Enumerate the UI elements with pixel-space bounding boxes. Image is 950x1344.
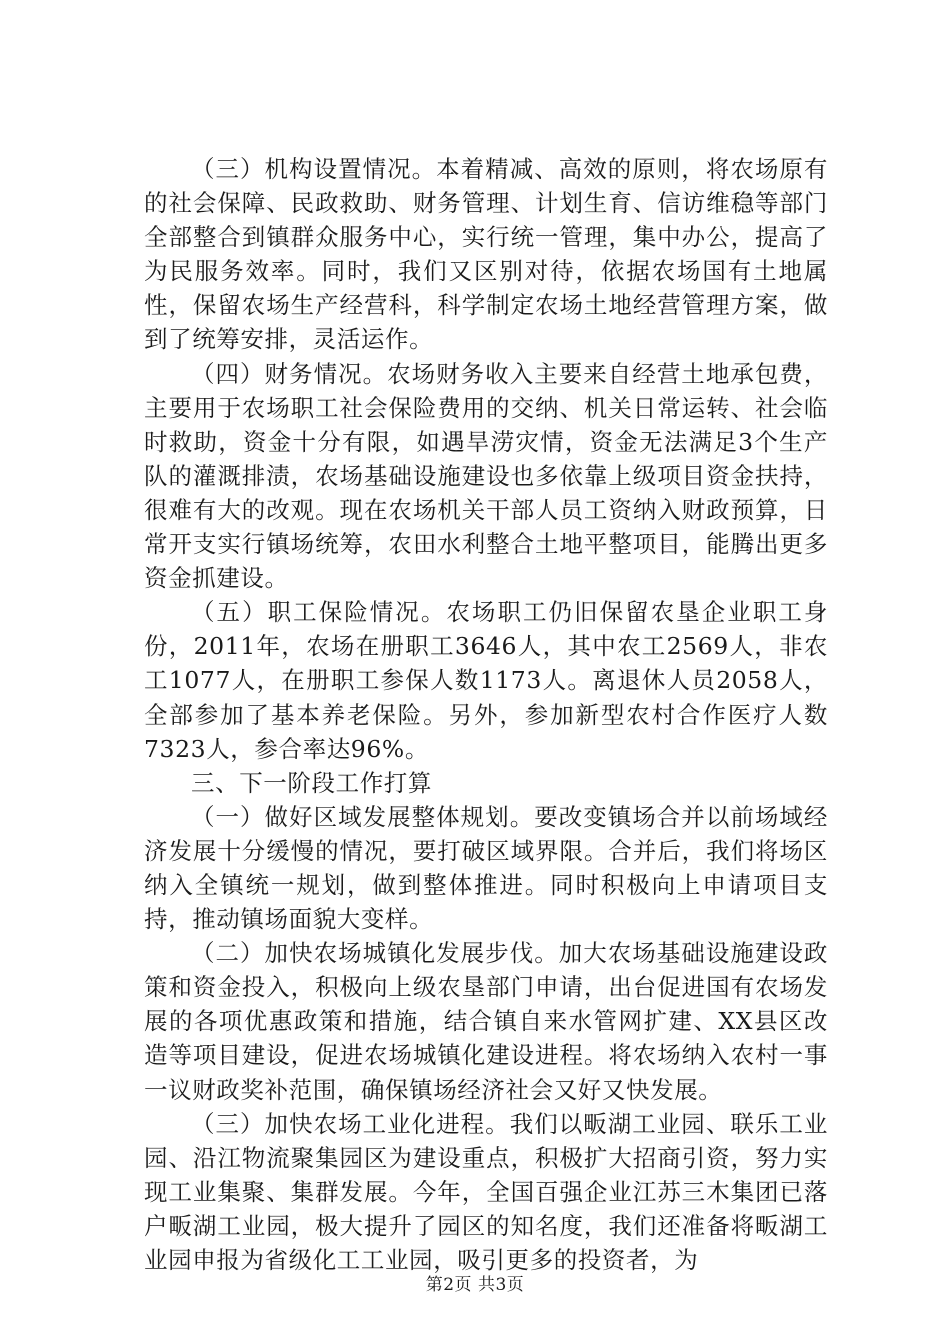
paragraph-urbanization: （二）加快农场城镇化发展步伐。加大农场基础设施建设政策和资金投入，积极向上级农垦部门申请，出台促进国有农场发展的各项优惠政策和措施，结合镇自来水管网扩建、XX县区改造等项目建设，促进农场城镇化建设进程。将农场纳入农村一事一议财政奖补范围，确保镇场经济社会又好又快发展。 xyxy=(144,939,828,1104)
document-body xyxy=(144,152,828,1277)
paragraph-finance: （四）财务情况。农场财务收入主要来自经营土地承包费，主要用于农场职工社会保险费用的交纳、机关日常运转、社会临时救助，资金十分有限，如遇旱涝灾情，资金无法满足3个生产队的灌溉排渍，农场基础设施建设也多依靠上级项目资金扶持，很难有大的改观。现在农场机关干部人员工资纳入财政预算，日常开支实行镇场统筹，农田水利整合土地平整项目，能腾出更多资金抓建设。 xyxy=(144,359,828,593)
section-heading-next-plan: 三、下一阶段工作打算 xyxy=(191,768,432,797)
paragraph-regional-planning: （一）做好区域发展整体规划。要改变镇场合并以前场域经济发展十分缓慢的情况，要打破区域界限。合并后，我们将场区纳入全镇统一规划，做到整体推进。同时积极向上申请项目支持，推动镇场面貌大变样。 xyxy=(144,802,828,934)
page-footer: 第2页 共3页 xyxy=(425,1275,525,1295)
paragraph-industrialization: （三）加快农场工业化进程。我们以畈湖工业园、联乐工业园、沿江物流聚集园区为建设重点，积极扩大招商引资，努力实现工业集聚、集群发展。今年，全国百强企业江苏三木集团已落户畈湖工业园，极大提升了园区的知名度，我们还准备将畈湖工业园申报为省级化工工业园，吸引更多的投资者，为 xyxy=(144,1109,828,1274)
paragraph-employee-insurance: （五）职工保险情况。农场职工仍旧保留农垦企业职工身份，2011年，农场在册职工3646人，其中农工2569人，非农工1077人，在册职工参保人数1173人。离退休人员2058人，全部参加了基本养老保险。另外，参加新型农村合作医疗人数7323人，参合率达96%。 xyxy=(144,598,828,763)
paragraph-institution-setup: （三）机构设置情况。本着精减、高效的原则，将农场原有的社会保障、民政救助、财务管理、计划生育、信访维稳等部门全部整合到镇群众服务中心，实行统一管理，集中办公，提高了为民服务效率。同时，我们又区别对待，依据农场国有土地属性，保留农场生产经营科，科学制定农场土地经营管理方案，做到了统筹安排，灵活运作。 xyxy=(144,155,828,354)
